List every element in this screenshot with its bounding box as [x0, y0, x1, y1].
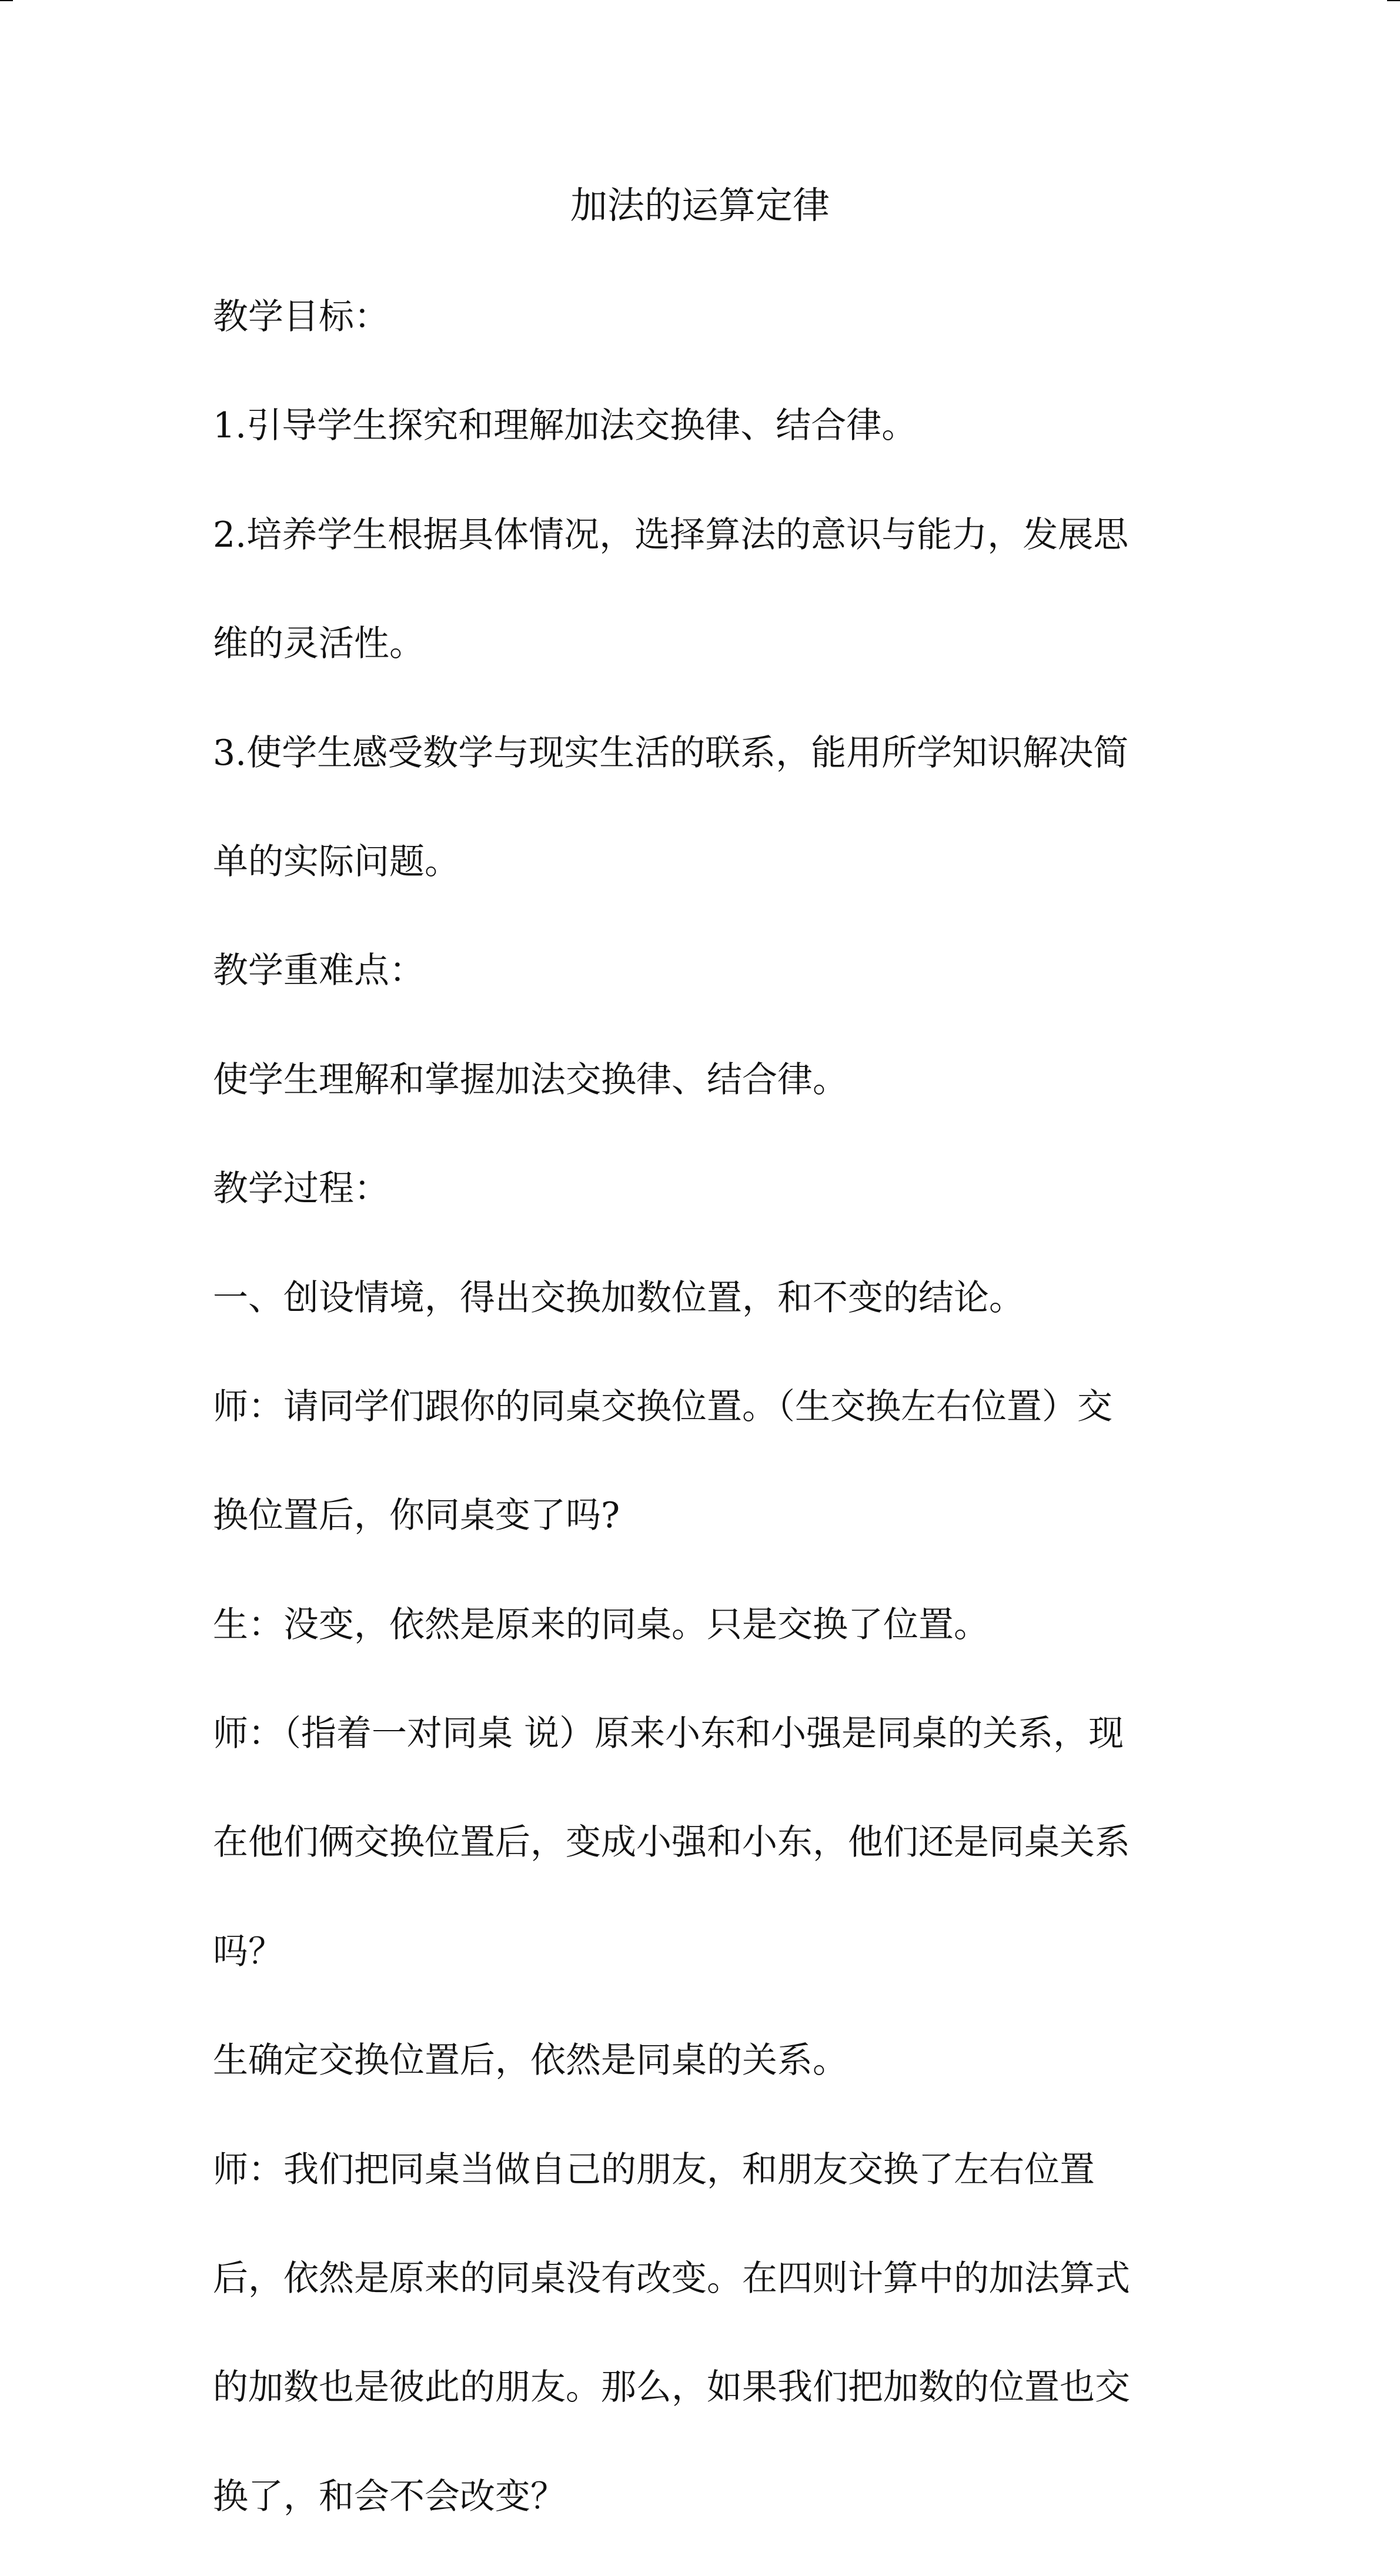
paragraph-line: 使学生理解和掌握加法交换律、结合律。 — [213, 1059, 848, 1100]
paragraph-line: 生：没变，依然是原来的同桌。只是交换了位置。 — [213, 1604, 989, 1645]
paragraph-line: 单的实际问题。 — [213, 841, 460, 882]
paragraph-line: 维的灵活性。 — [213, 623, 425, 665]
paragraph-line: 师：（指着一对同桌 说）原来小东和小强是同桌的关系，现 — [213, 1713, 1124, 1755]
document-body — [213, 252, 1189, 2576]
paragraph-line: 1.引导学生探究和理解加法交换律、结合律。 — [213, 405, 917, 447]
section-heading-process: 教学过程： — [213, 1168, 389, 1210]
paragraph-line: 的加数也是彼此的朋友。那么，如果我们把加数的位置也交 — [213, 2367, 1130, 2408]
paragraph-line: 3.使学生感受数学与现实生活的联系，能用所学知识解决简 — [213, 732, 1129, 774]
paragraph-line: 吗？ — [213, 1931, 283, 1972]
section-heading-key-points: 教学重难点： — [213, 950, 425, 992]
paragraph-line: 2.培养学生根据具体情况，选择算法的意识与能力，发展思 — [213, 514, 1129, 556]
paragraph-line: 在他们俩交换位置后，变成小强和小东，他们还是同桌关系 — [213, 1822, 1130, 1864]
section-heading-objectives: 教学目标： — [213, 296, 389, 337]
paragraph-line: 师：我们把同桌当做自己的朋友，和朋友交换了左右位置 — [213, 2149, 1095, 2190]
page-corner-mark-right — [1387, 0, 1400, 1]
document-title: 加法的运算定律 — [570, 184, 830, 227]
paragraph-line: 一、创设情境，得出交换加数位置，和不变的结论。 — [213, 1277, 1024, 1319]
paragraph-line: 师：请同学们跟你的同桌交换位置。（生交换左右位置）交 — [213, 1386, 1112, 1427]
paragraph-line: 换了，和会不会改变？ — [213, 2475, 566, 2517]
paragraph-line: 换位置后，你同桌变了吗? — [213, 1495, 620, 1537]
paragraph-line: 生确定交换位置后，依然是同桌的关系。 — [213, 2040, 848, 2082]
paragraph-line: 后，依然是原来的同桌没有改变。在四则计算中的加法算式 — [213, 2258, 1130, 2300]
page-corner-mark-left — [0, 0, 13, 1]
